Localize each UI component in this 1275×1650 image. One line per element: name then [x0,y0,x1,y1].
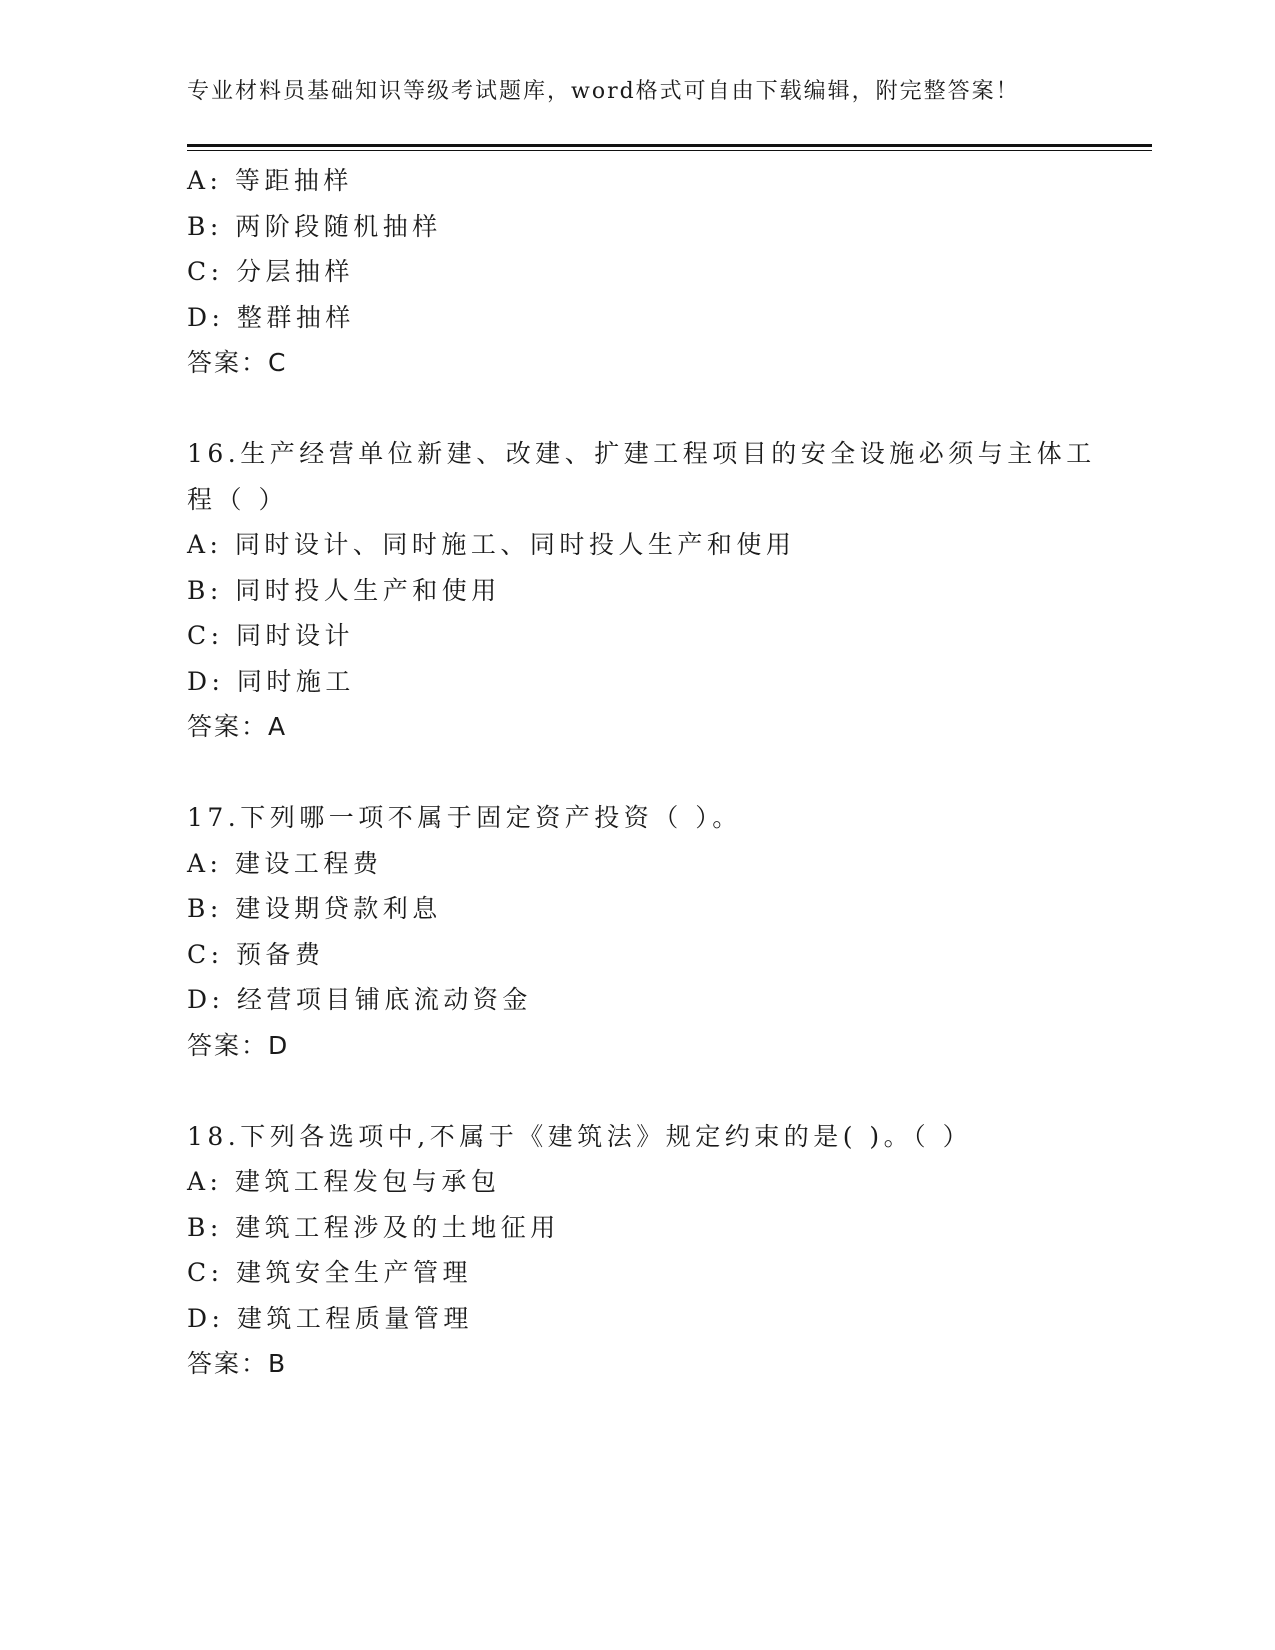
q15-answer: 答案：C [187,348,288,377]
q17-option-c: C: 预备费 [187,939,325,969]
q17-answer: 答案：D [187,1030,290,1060]
q18-option-c: C: 建筑安全生产管理 [187,1258,472,1287]
q17-option-d: D: 经营项目铺底流动资金 [187,985,532,1014]
q15-option-a: A: 等距抽样 [187,166,353,195]
page-header: 专业材料员基础知识等级考试题库，word格式可自由下载编辑，附完整答案！ [187,79,1020,104]
q16-stem-line2: 程（ ） [187,484,288,514]
q16-option-d: D: 同时施工 [187,666,355,696]
q18-stem: 18.下列各选项中,不属于《建筑法》规定约束的是( )。（ ） [187,1121,973,1151]
q16-answer: 答案：A [187,712,288,741]
header-rule-thin [187,150,1152,151]
q16-option-b: B: 同时投人生产和使用 [187,575,501,605]
spacer [187,386,1087,432]
q15-option-b: B: 两阶段随机抽样 [187,211,442,241]
q17-option-b: B: 建设期贷款利息 [187,894,442,923]
q15-option-d: D: 整群抽样 [187,302,355,332]
spacer [187,1068,1087,1114]
q15-option-c: C: 分层抽样 [187,257,354,286]
q16-option-c: C: 同时设计 [187,621,354,650]
q18-option-b: B: 建筑工程涉及的土地征用 [187,1212,560,1242]
q18-option-a: A: 建筑工程发包与承包 [187,1167,501,1196]
q16-option-a: A: 同时设计、同时施工、同时投人生产和使用 [187,530,796,559]
q18-answer: 答案：B [187,1349,288,1378]
q17-option-a: A: 建设工程费 [187,848,383,878]
q17-stem: 17.下列哪一项不属于固定资产投资（ ）。 [187,803,742,832]
q18-option-d: D: 建筑工程质量管理 [187,1303,473,1333]
question-content [187,158,1096,1387]
spacer [187,750,1087,796]
q16-stem-line1: 16.生产经营单位新建、改建、扩建工程项目的安全设施必须与主体工 [187,439,1096,468]
header-rule-thick [187,144,1152,147]
